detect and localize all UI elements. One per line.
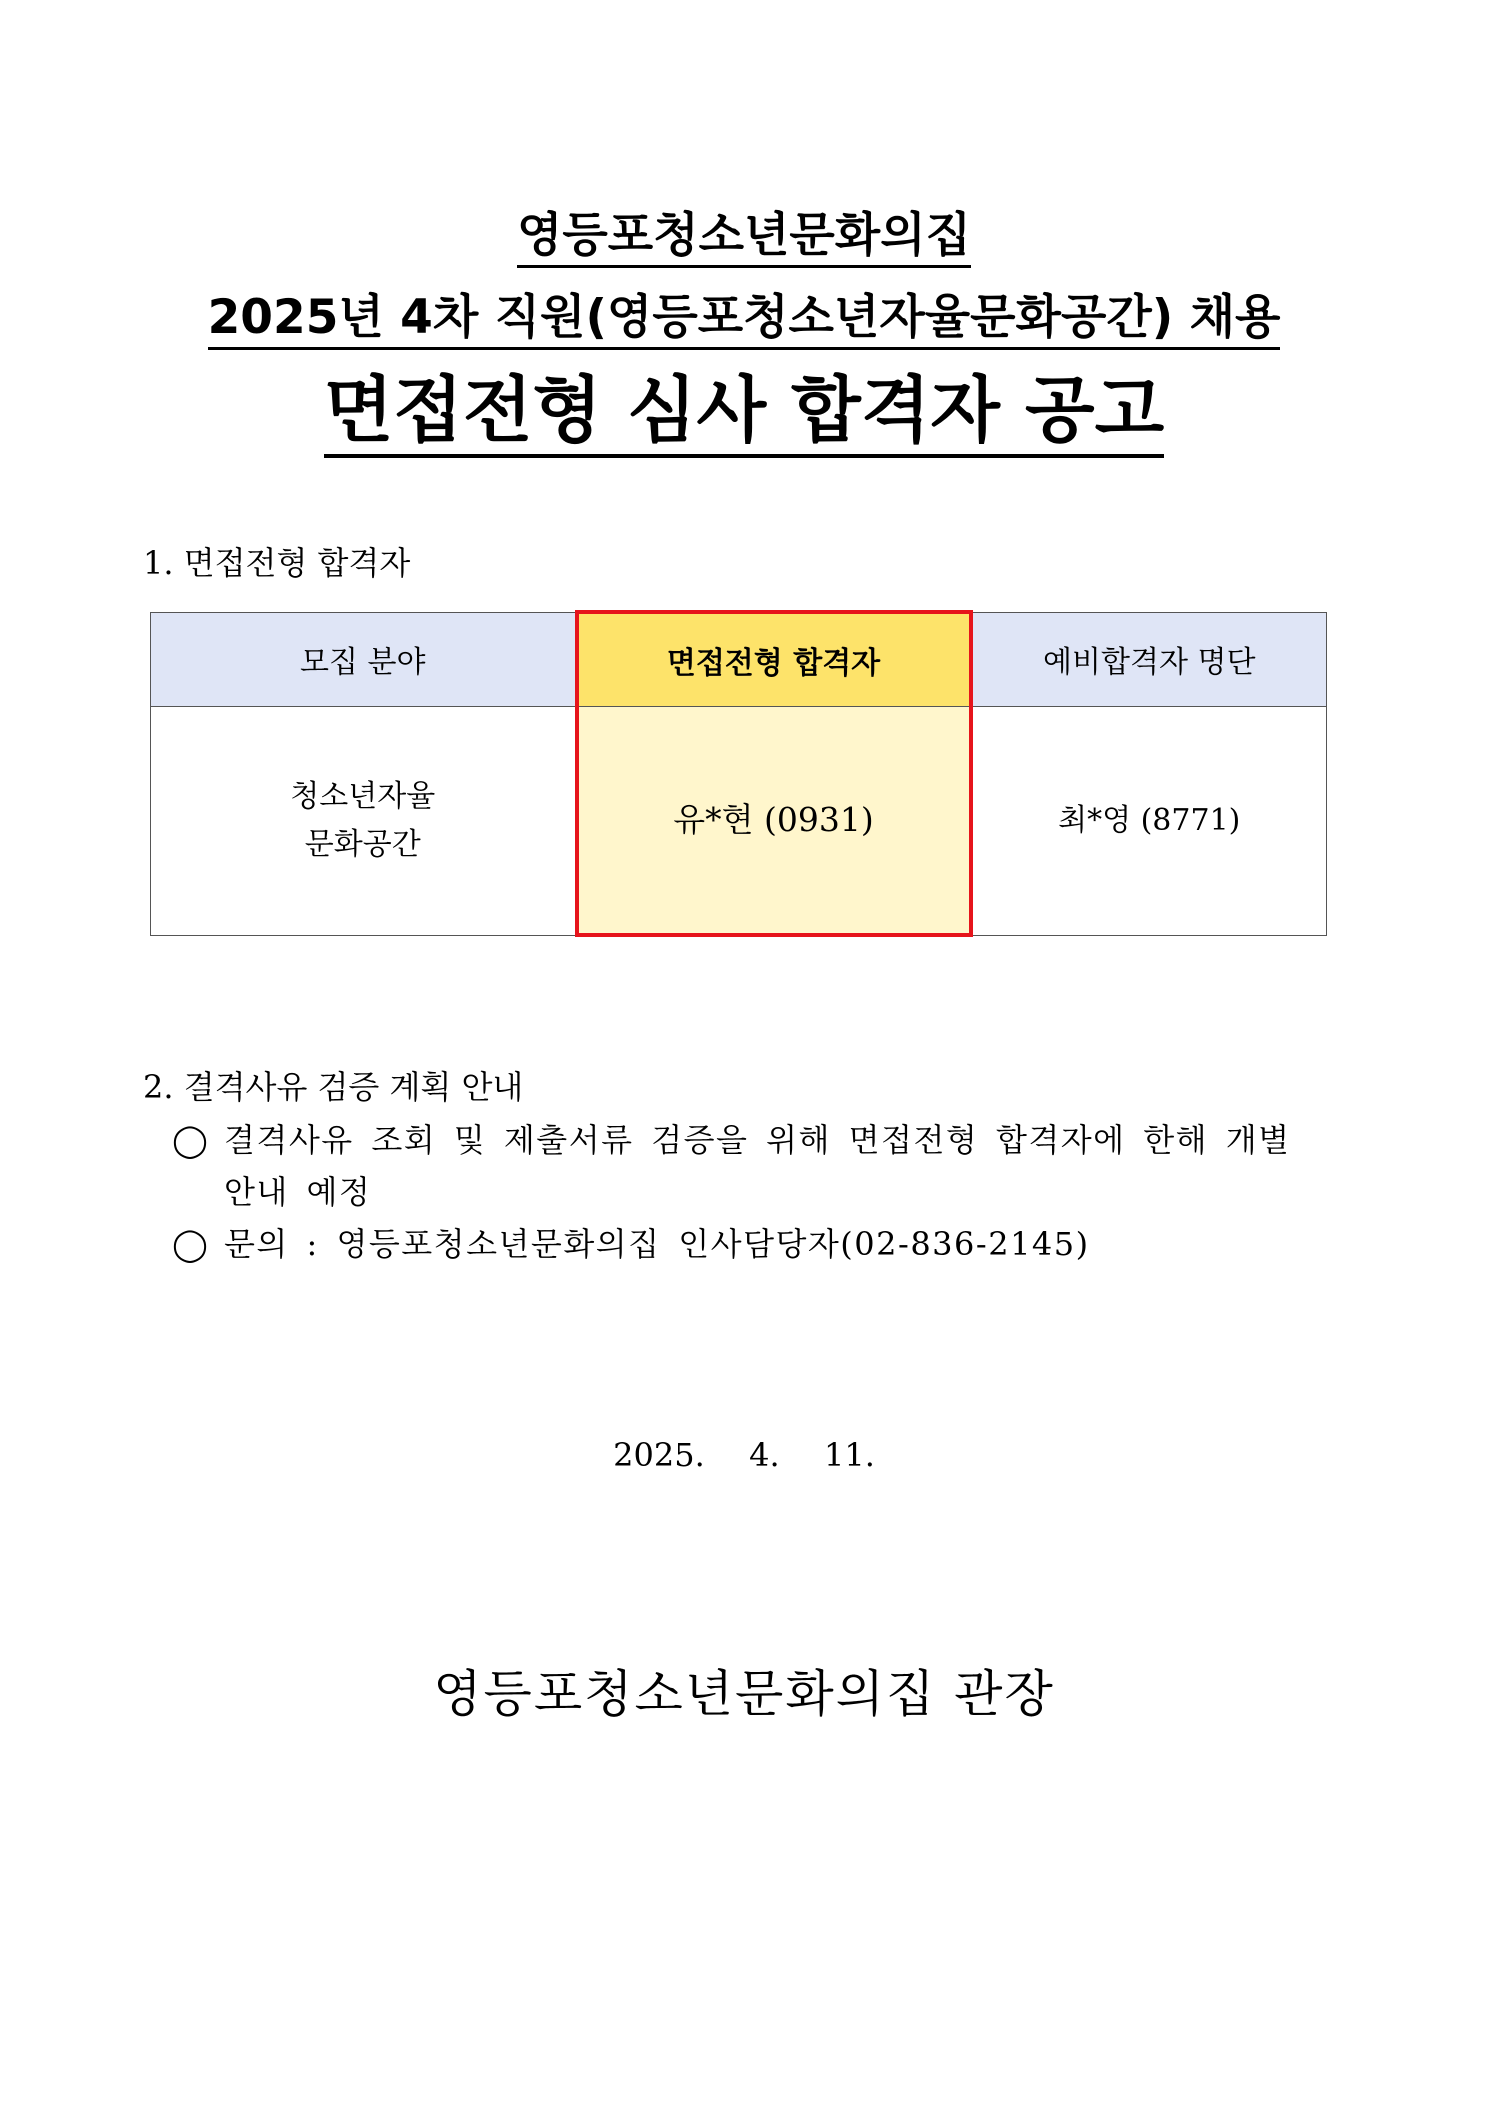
recruitment-subtitle-text: 2025년 4차 직원(영등포청소년자율문화공간) 채용 bbox=[208, 290, 1281, 350]
bullet-text-line2: 안내 예정 bbox=[224, 1173, 372, 1211]
org-title-text: 영등포청소년문화의집 bbox=[517, 208, 971, 268]
announcement-date: 2025. 4. 11. bbox=[613, 1436, 875, 1474]
announcement-title-text: 면접전형 심사 합격자 공고 bbox=[324, 368, 1164, 458]
cell-field-line1: 청소년자율 bbox=[290, 778, 436, 814]
header-field: 모집 분야 bbox=[151, 612, 577, 707]
table-header-row bbox=[151, 612, 1327, 707]
announcement-title bbox=[0, 368, 1488, 452]
section1-title: 1. 면접전형 합격자 bbox=[143, 544, 411, 582]
header-reserve: 예비합격자 명단 bbox=[971, 612, 1327, 707]
cell-reserve: 최*영 (8771) bbox=[971, 707, 1327, 936]
header-passer: 면접전형 합격자 bbox=[577, 612, 971, 707]
cell-field bbox=[151, 707, 577, 936]
cell-field-line2: 문화공간 bbox=[304, 826, 421, 862]
result-table bbox=[150, 610, 1327, 937]
contact-text: 문의 : 영등포청소년문화의집 인사담당자(02-836-2145) bbox=[224, 1225, 1090, 1263]
org-title bbox=[0, 208, 1488, 263]
bullet-text-line1: 결격사유 조회 및 제출서류 검증을 위해 면접전형 합격자에 한해 개별 bbox=[224, 1121, 1291, 1159]
circle-bullet-icon: ◯ bbox=[172, 1225, 208, 1263]
list-item bbox=[172, 1114, 1302, 1218]
section2-title: 2. 결격사유 검증 계획 안내 bbox=[143, 1068, 524, 1106]
recruitment-subtitle bbox=[0, 290, 1488, 345]
circle-bullet-icon: ◯ bbox=[172, 1121, 208, 1159]
issuer-signature: 영등포청소년문화의집 관장 bbox=[433, 1665, 1055, 1723]
cell-passer: 유*현 (0931) bbox=[577, 707, 971, 936]
list-item bbox=[172, 1218, 1302, 1270]
table-row bbox=[151, 707, 1327, 936]
